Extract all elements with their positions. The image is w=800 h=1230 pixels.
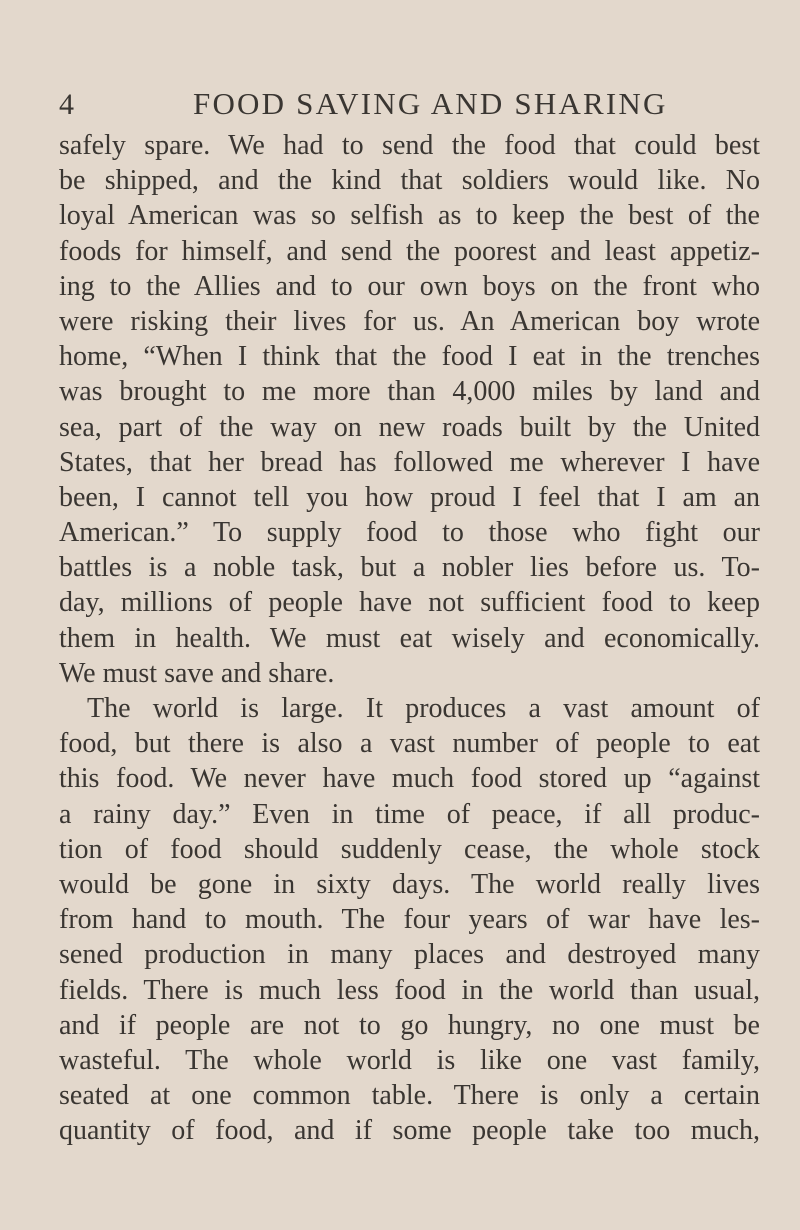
text-line: be shipped, and the kind that soldiers would like. No	[59, 165, 760, 197]
text-line: loyal American was so selfish as to keep the best of the	[59, 200, 760, 232]
text-line: this food. We never have much food stored up “against	[59, 763, 760, 795]
text-line: sened production in many places and destroyed many	[59, 939, 760, 971]
text-line: wasteful. The whole world is like one vast family,	[59, 1044, 760, 1076]
text-line: them in health. We must eat wisely and economically.	[59, 622, 760, 654]
text-line: ing to the Allies and to our own boys on the front who	[59, 270, 760, 302]
text-line: and if people are not to go hungry, no one must be	[59, 1009, 760, 1041]
text-line: quantity of food, and if some people take too much,	[59, 1115, 760, 1147]
text-line: was brought to me more than 4,000 miles by land and	[59, 376, 760, 408]
running-head	[59, 86, 760, 128]
running-title: FOOD SAVING AND SHARING	[193, 86, 668, 121]
text-line: battles is a noble task, but a nobler lies before us. To-	[59, 552, 760, 584]
paragraph-end-line: We must save and share.	[59, 657, 335, 689]
text-line: American.” To supply food to those who fight our	[59, 517, 760, 549]
text-line: States, that her bread has followed me wherever I have	[59, 446, 760, 478]
text-line: from hand to mouth. The four years of war have les-	[59, 904, 760, 936]
text-line: tion of food should suddenly cease, the whole stock	[59, 833, 760, 865]
text-line: food, but there is also a vast number of people to eat	[59, 728, 760, 760]
paragraph-first-line: The world is large. It produces a vast amount of	[87, 693, 760, 724]
text-line: fields. There is much less food in the world than usual,	[59, 974, 760, 1006]
text-line: seated at one common table. There is only a certain	[59, 1080, 760, 1112]
text-line: a rainy day.” Even in time of peace, if all produc-	[59, 798, 760, 830]
text-line: sea, part of the way on new roads built by the United	[59, 411, 760, 443]
text-line: been, I cannot tell you how proud I feel that I am an	[59, 481, 760, 513]
text-line: day, millions of people have not sufficient food to keep	[59, 587, 760, 619]
text-line: foods for himself, and send the poorest and least appetiz-	[59, 235, 760, 267]
body-text	[59, 128, 760, 1148]
text-line: home, “When I think that the food I eat in the trenches	[59, 341, 760, 373]
page-number: 4	[59, 88, 74, 121]
text-line: would be gone in sixty days. The world really lives	[59, 868, 760, 900]
text-line: safely spare. We had to send the food that could best	[59, 130, 760, 161]
text-line: were risking their lives for us. An American boy wrote	[59, 305, 760, 337]
